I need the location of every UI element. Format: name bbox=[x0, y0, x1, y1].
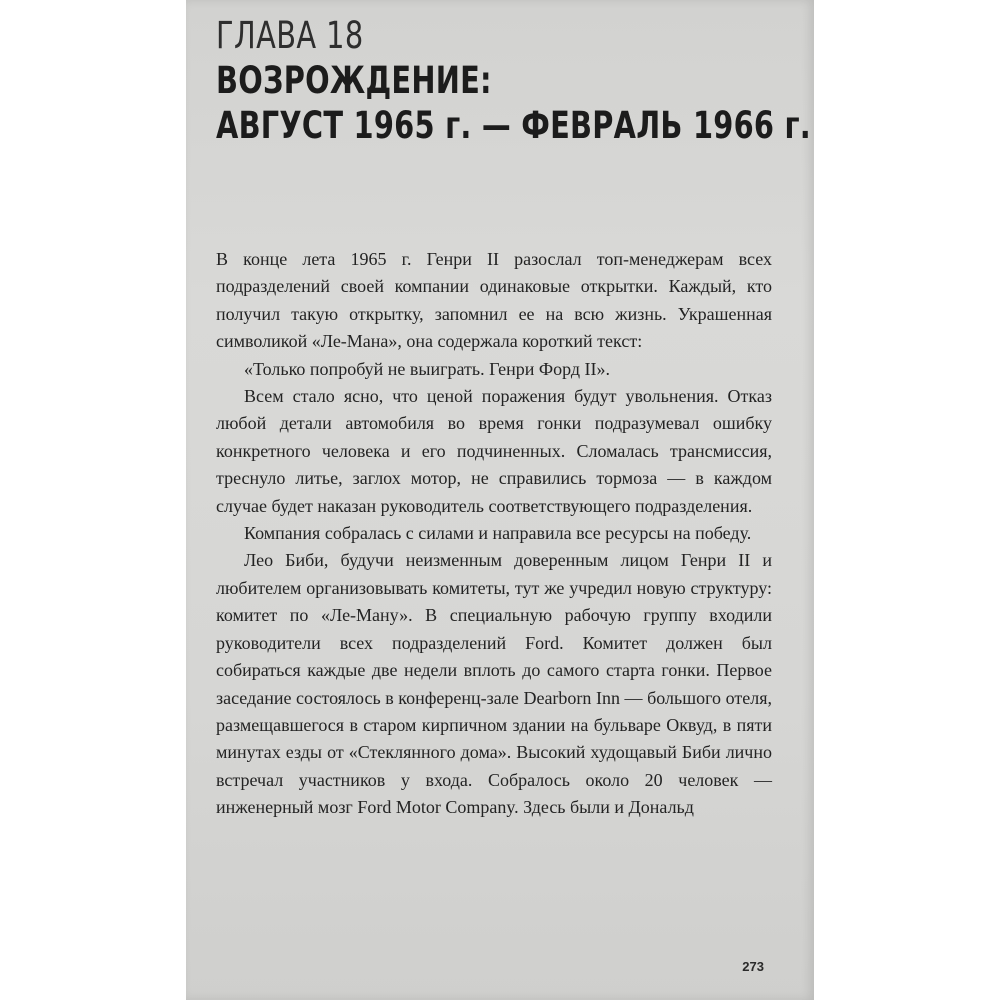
paragraph-committee: Лео Биби, будучи неизменным доверенным лицом Генри II и любителем организовывать комитеты, тут же учредил новую структуру: комитет по «Ле-Ману». В специальную рабочую группу входили руководители всех подразделений Ford. Комитет должен был собираться каждые две недели вплоть до самого старта гонки. Первое заседание состоялось в конференц-зале Dearborn Inn — большого отеля, размещавшегося в старом кирпичном здании на бульваре Оквуд, в пяти минутах езды от «Стеклянного дома». Высокий худощавый Биби лично встречал участников у входа. Собралось около 20 человек — инженерный мозг Ford Motor Company. Здесь были и Дональд bbox=[216, 550, 772, 818]
paragraph-intro: В конце лета 1965 г. Генри II разослал топ-менеджерам всех подразделений своей компании одинаковые открытки. Каждый, кто получил такую открытку, запомнил ее на всю жизнь. Украшенная символикой «Ле-Мана», она содержала короткий текст: bbox=[216, 249, 772, 352]
page-number: 273 bbox=[742, 959, 764, 974]
paragraph-consequences: Всем стало ясно, что ценой поражения будут увольнения. Отказ любой детали автомобиля во время гонки подразумевал ошибку конкретного человека и его подчиненных. Сломалась трансмиссия, треснуло литье, заглох мотор, не справились тормоза — в каждом случае будет наказан руководитель соответствующего подразделения. bbox=[216, 386, 772, 516]
chapter-heading bbox=[216, 14, 811, 148]
paragraph-quote: «Только попробуй не выиграть. Генри Форд II». bbox=[244, 358, 611, 379]
chapter-body bbox=[216, 246, 772, 822]
chapter-title-line-1: ВОЗРОЖДЕНИЕ: bbox=[216, 59, 492, 102]
chapter-label: ГЛАВА 18 bbox=[216, 14, 364, 57]
paragraph-resources: Компания собралась с силами и направила все ресурсы на победу. bbox=[244, 523, 752, 544]
chapter-title-line-2: АВГУСТ 1965 г. — ФЕВРАЛЬ 1966 г. bbox=[216, 104, 811, 147]
book-page bbox=[186, 0, 814, 1000]
